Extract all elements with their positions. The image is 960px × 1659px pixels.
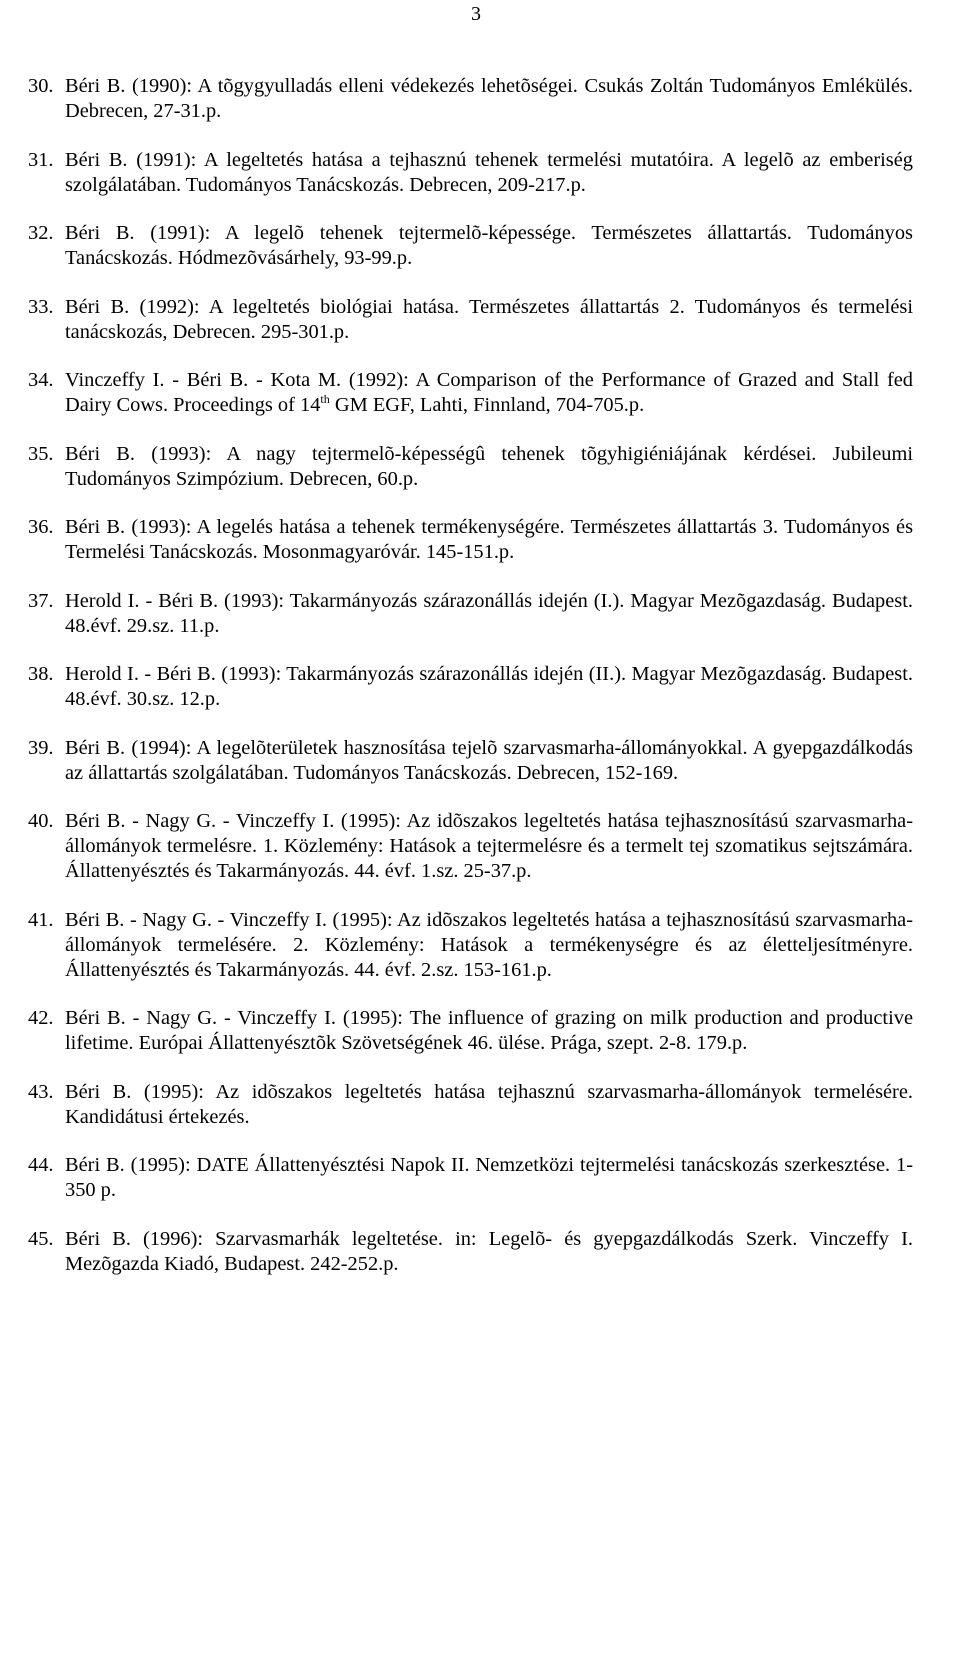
reference-text: Herold I. - Béri B. (1993): Takarmányozás szárazonállás idején (I.). Magyar Mezõgazdaság. Budapest. 48.évf. 29.sz. 11.p. (65, 589, 913, 637)
reference-item (28, 662, 960, 712)
reference-text: Béri B. (1990): A tõgygyulladás elleni védekezés lehetõségei. Csukás Zoltán Tudományos Emlékülés. Debrecen, 27-31.p. (65, 75, 913, 122)
reference-item (28, 1153, 960, 1203)
reference-text: Béri B. (1995): DATE Állattenyésztési Napok II. Nemzetközi tejtermelési tanácskozás szerkesztése. 1-350 p. (65, 1154, 913, 1201)
reference-item (28, 368, 960, 418)
reference-number: 36. (28, 516, 54, 538)
reference-text-part: Vinczeffy I. - Béri B. - Kota M. (1992): A Comparison of the Performance of Grazed and Stall fed Dairy Cows. Proceedings of 14 (65, 369, 913, 416)
reference-number: 42. (28, 1007, 54, 1029)
reference-text: Béri B. (1995): Az idõszakos legeltetés hatása tejhasznú szarvasmarha-állományok termelésére. Kandidátusi értekezés. (65, 1080, 913, 1128)
reference-number: 39. (28, 736, 54, 759)
reference-number: 34. (28, 369, 54, 391)
reference-number: 45. (28, 1227, 54, 1250)
reference-item (28, 515, 960, 565)
reference-text: Béri B. - Nagy G. - Vinczeffy I. (1995): Az idõszakos legeltetés hatása a tejhasznosítású szarvasmarha-állományok termelésére. 2. Közlemény: Hatások a termékenységre és az életteljesítményre. Állattenyésztés és Takarmányozás. 44. évf. 2.sz. 153-161.p. (65, 908, 913, 981)
reference-item (28, 1227, 960, 1277)
reference-number: 44. (28, 1154, 54, 1176)
reference-item (28, 1006, 960, 1056)
reference-text: Béri B. (1993): A nagy tejtermelõ-képességû tehenek tõgyhigiéniájának kérdései. Jubileumi Tudományos Szimpózium. Debrecen, 60.p. (65, 442, 913, 490)
reference-number: 32. (28, 222, 54, 244)
reference-number: 40. (28, 810, 54, 832)
reference-item (28, 589, 960, 639)
reference-number: 38. (28, 663, 54, 685)
reference-item (28, 148, 960, 198)
reference-number: 31. (28, 148, 54, 171)
reference-text: Béri B. (1991): A legelõ tehenek tejtermelõ-képessége. Természetes állattartás. Tudományos Tanácskozás. Hódmezõvásárhely, 93-99.p. (65, 222, 913, 269)
page-number: 3 (471, 3, 481, 25)
reference-text: Béri B. (1992): A legeltetés biológiai hatása. Természetes állattartás 2. Tudományos és termelési tanácskozás, Debrecen. 295-301.p. (65, 295, 913, 343)
reference-item (28, 221, 960, 271)
reference-number: 43. (28, 1080, 54, 1103)
reference-text (65, 368, 913, 418)
reference-number: 30. (28, 75, 54, 97)
reference-item (28, 442, 960, 492)
reference-text: Béri B. (1996): Szarvasmarhák legeltetése. in: Legelõ- és gyepgazdálkodás Szerk. Vinczeffy I. Mezõgazda Kiadó, Budapest. 242-252.p. (65, 1227, 913, 1275)
reference-item (28, 295, 960, 345)
reference-text: Herold I. - Béri B. (1993): Takarmányozás szárazonállás idején (II.). Magyar Mezõgazdaság. Budapest. 48.évf. 30.sz. 12.p. (65, 663, 913, 710)
reference-text-part: GM EGF, Lahti, Finnland, 704-705.p. (329, 394, 645, 416)
reference-item (28, 74, 960, 124)
reference-item (28, 908, 960, 983)
reference-text: Béri B. (1994): A legelõterületek hasznosítása tejelõ szarvasmarha-állományokkal. A gyepgazdálkodás az állattartás szolgálatában. Tudományos Tanácskozás. Debrecen, 152-169. (65, 736, 913, 784)
reference-text: Béri B. - Nagy G. - Vinczeffy I. (1995): The influence of grazing on milk production and productive lifetime. Európai Állattenyésztõk Szövetségének 46. ülése. Prága, szept. 2-8. 179.p. (65, 1007, 913, 1054)
reference-number: 41. (28, 908, 54, 931)
reference-number: 33. (28, 295, 54, 318)
reference-text: Béri B. (1991): A legeltetés hatása a tejhasznú tehenek termelési mutatóira. A legelõ az emberiség szolgálatában. Tudományos Tanácskozás. Debrecen, 209-217.p. (65, 148, 913, 196)
reference-text: Béri B. - Nagy G. - Vinczeffy I. (1995): Az idõszakos legeltetés hatása tejhasznosítású szarvasmarha-állományok termelésre. 1. Közlemény: Hatások a tejtermelésre és a termelt tej szomatikus sejtszámára. Állattenyésztés és Takarmányozás. 44. évf. 1.sz. 25-37.p. (65, 810, 913, 882)
reference-number: 35. (28, 442, 54, 465)
reference-list (28, 74, 960, 1300)
reference-item (28, 1080, 960, 1130)
reference-item (28, 736, 960, 786)
reference-item (28, 809, 960, 884)
ordinal-superscript: th (320, 392, 330, 406)
reference-text: Béri B. (1993): A legelés hatása a tehenek termékenységére. Természetes állattartás 3. Tudományos és Termelési Tanácskozás. Mosonmagyaróvár. 145-151.p. (65, 516, 913, 563)
reference-number: 37. (28, 589, 54, 612)
